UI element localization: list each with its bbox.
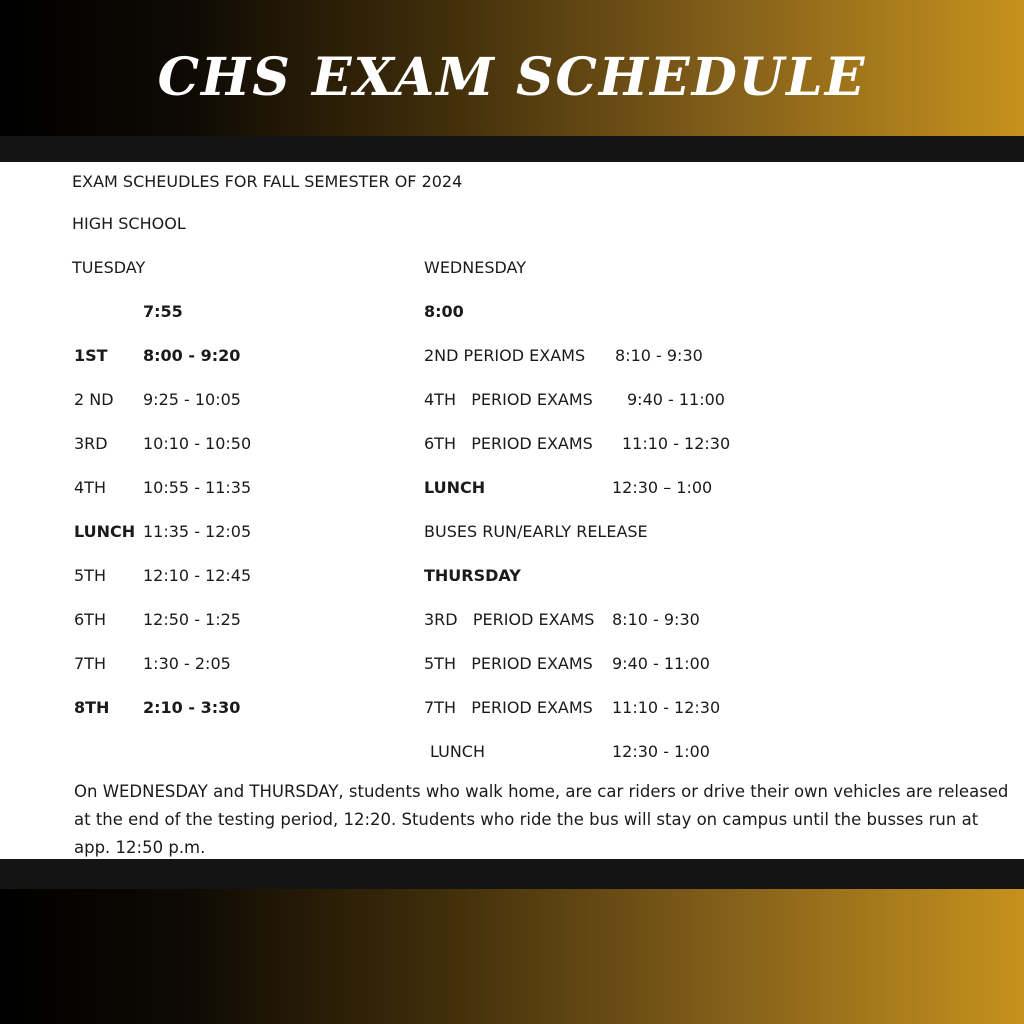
bottom-divider-bar (0, 859, 1024, 889)
thursday-exam-time: 11:10 - 12:30 (612, 698, 721, 717)
thursday-heading: THURSDAY (424, 566, 521, 585)
tuesday-period-label: 4TH (74, 478, 106, 497)
wednesday-exam-label: 2ND PERIOD EXAMS (424, 346, 586, 365)
tuesday-period-time: 10:10 - 10:50 (143, 434, 252, 453)
tuesday-period-time: 9:25 - 10:05 (143, 390, 241, 409)
tuesday-period-time: 1:30 - 2:05 (143, 654, 231, 673)
wednesday-exam-label: 4TH PERIOD EXAMS (424, 390, 593, 409)
wednesday-exam-time: 11:10 - 12:30 (622, 434, 731, 453)
thursday-exam-time: 9:40 - 11:00 (612, 654, 710, 673)
tuesday-period-time: 12:10 - 12:45 (143, 566, 252, 585)
wednesday-exam-label: 6TH PERIOD EXAMS (424, 434, 593, 453)
top-divider-bar (0, 136, 1024, 162)
tuesday-period-label: 3RD (74, 434, 108, 453)
tuesday-period-label: 6TH (74, 610, 106, 629)
wednesday-exam-time: 8:10 - 9:30 (615, 346, 703, 365)
thursday-exam-label: 7TH PERIOD EXAMS (424, 698, 593, 717)
tuesday-period-label: 5TH (74, 566, 106, 585)
page-title: CHS EXAM SCHEDULE (157, 47, 867, 108)
tuesday-lunch-label: LUNCH (74, 522, 136, 541)
thursday-exam-time: 8:10 - 9:30 (612, 610, 700, 629)
tuesday-period-time: 2:10 - 3:30 (143, 698, 241, 717)
tuesday-start-time: 7:55 (143, 302, 183, 321)
thursday-lunch-label: LUNCH (430, 742, 485, 761)
wednesday-lunch-time: 12:30 – 1:00 (612, 478, 713, 497)
tuesday-heading: TUESDAY (72, 258, 146, 277)
release-note: On WEDNESDAY and THURSDAY, students who walk home, are car riders or drive their own vehicles are released at the end of the testing period, 12:20. Students who ride the bus will stay on campus until the busses run at app. 12:50 p.m. (74, 782, 1009, 857)
wednesday-early-release: BUSES RUN/EARLY RELEASE (424, 522, 648, 541)
wednesday-exam-time: 9:40 - 11:00 (627, 390, 725, 409)
thursday-lunch-time: 12:30 - 1:00 (612, 742, 710, 761)
document-subheading: HIGH SCHOOL (72, 214, 186, 233)
wednesday-start-time: 8:00 (424, 302, 464, 321)
schedule-document (0, 162, 1024, 859)
tuesday-period-label: 8TH (74, 698, 110, 717)
thursday-exam-label: 3RD PERIOD EXAMS (424, 610, 595, 629)
tuesday-period-time: 8:00 - 9:20 (143, 346, 241, 365)
wednesday-lunch-label: LUNCH (424, 478, 486, 497)
thursday-exam-label: 5TH PERIOD EXAMS (424, 654, 593, 673)
tuesday-period-label: 7TH (74, 654, 106, 673)
document-heading: EXAM SCHEUDLES FOR FALL SEMESTER OF 2024 (72, 172, 463, 191)
tuesday-period-label: 2 ND (74, 390, 114, 409)
tuesday-period-time: 10:55 - 11:35 (143, 478, 252, 497)
tuesday-period-label: 1ST (74, 346, 108, 365)
tuesday-lunch-time: 11:35 - 12:05 (143, 522, 252, 541)
wednesday-heading: WEDNESDAY (424, 258, 526, 277)
tuesday-period-time: 12:50 - 1:25 (143, 610, 241, 629)
